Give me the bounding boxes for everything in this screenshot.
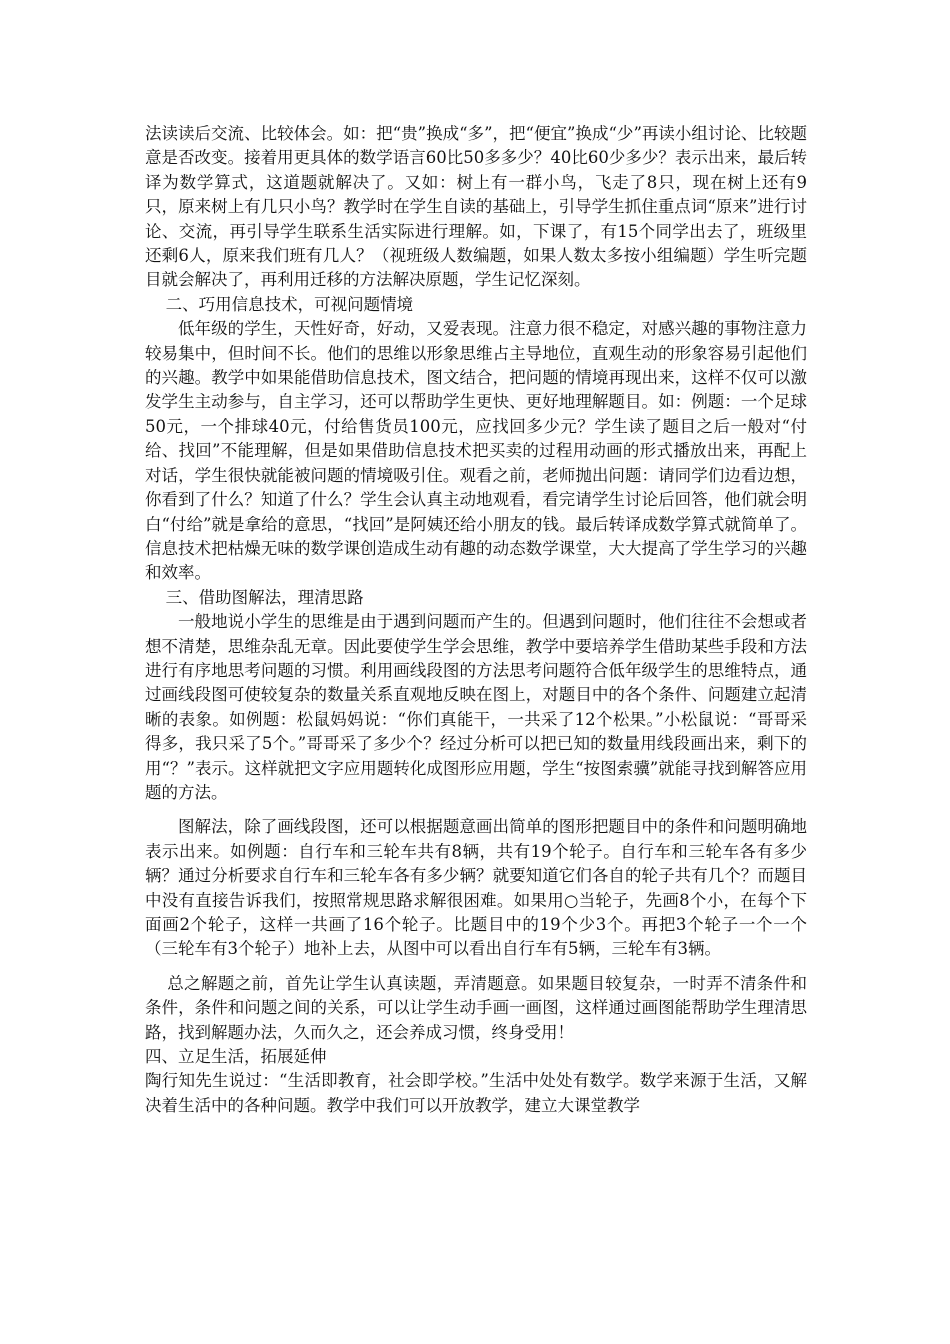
paragraph-daily-life: 陶行知先生说过：“生活即教育，社会即学校。”生活中处处有数学。数学来源于生活，又解决着生活中的各种问题。教学中我们可以开放教学，建立大课堂教学 xyxy=(145,1071,807,1115)
paragraph-picture-diagram: 图解法，除了画线段图，还可以根据题意画出简单的图形把题目中的条件和问题明确地表示出来。如例题：自行车和三轮车共有8辆，共有19个轮子。自行车和三轮车各有多少辆？通过分析要求自行车和三轮车各有多少辆？就要知道它们各自的轮子共有几个？而题目中没有直接告诉我们，按照常规思路求解很困难。如果用○当轮子，先画8个小，在每个下面画2个轮子，这样一共画了16个轮子。比题目中的19个少3个。再把3个轮子一个一个（三轮车有3个轮子）地补上去，从图中可以看出自行车有5辆，三轮车有3辆。 xyxy=(145,817,807,959)
document-page xyxy=(145,122,807,1118)
section-heading-daily-life: 四、立足生活，拓展延伸 xyxy=(145,1047,327,1067)
section-heading-information-technology: 二、巧用信息技术，可视问题情境 xyxy=(165,294,414,314)
paragraph-gap xyxy=(145,805,807,815)
paragraph-line-segment-diagram: 一般地说小学生的思维是由于遇到问题而产生的。但遇到问题时，他们往往不会想或者想不清楚，思维杂乱无章。因此要使学生学会思维，教学中要培养学生借助某些手段和方法进行有序地思考问题的习惯。利用画线段图的方法思考问题符合低年级学生的思维特点，通过画线段图可使较复杂的数量关系直观地反映在图上，对题目中的各个条件、问题建立起清晰的表象。如例题：松鼠妈妈说：“你们真能干，一共采了12个松果。”小松鼠说：“哥哥采得多，我只采了5个。”哥哥采了多少个？经过分析可以把已知的数量用线段画出来，剩下的用“？”表示。这样就把文字应用题转化成图形应用题，学生“按图索骥”就能寻找到解答应用题的方法。 xyxy=(145,612,807,802)
paragraph-word-problem-reading: 法读读后交流、比较体会。如：把“贵”换成“多”，把“便宜”换成“少”再读小组讨论、比较题意是否改变。接着用更具体的数学语言60比50多多少？40比60少多少？表示出来，最后转译为数学算式，这道题就解决了。又如：树上有一群小鸟，飞走了8只，现在树上还有9只，原来树上有几只小鸟？教学时在学生自读的基础上，引导学生抓住重点词“原来”进行讨论、交流，再引导学生联系生活实际进行理解。如，下课了，有15个同学出去了，班级里还剩6人，原来我们班有几人？（视班级人数编题，如果人数太多按小组编题）学生听完题目就会解决了，再利用迁移的方法解决原题，学生记忆深刻。 xyxy=(145,124,807,290)
paragraph-summary: 总之解题之前，首先让学生认真读题，弄清题意。如果题目较复杂，一时弄不清条件和条件，条件和问题之间的关系，可以让学生动手画一画图，这样通过画图能帮助学生理清思路，找到解题办法，久而久之，还会养成习惯，终身受用！ xyxy=(145,973,807,1042)
paragraph-gap xyxy=(145,962,807,972)
section-heading-diagram-method: 三、借助图解法，理清思路 xyxy=(165,587,364,607)
paragraph-information-technology: 低年级的学生，天性好奇，好动，又爱表现。注意力很不稳定，对感兴趣的事物注意力较易集中，但时间不长。他们的思维以形象思维占主导地位，直观生动的形象容易引起他们的兴趣。教学中如果能借助信息技术，图文结合，把问题的情境再现出来，这样不仅可以激发学生主动参与，自主学习，还可以帮助学生更快、更好地理解题目。如：例题：一个足球50元，一个排球40元，付给售货员100元，应找回多少元？学生读了题目之后一般对“付给、找回”不能理解，但是如果借助信息技术把买卖的过程用动画的形式播放出来，再配上对话，学生很快就能被问题的情境吸引住。观看之前，老师抛出问题：请同学们边看边想，你看到了什么？知道了什么？学生会认真主动地观看，看完请学生讨论后回答，他们就会明白“付给”就是拿给的意思，“找回”是阿姨还给小朋友的钱。最后转译成数学算式就简单了。信息技术把枯燥无味的数学课创造成生动有趣的动态数学课堂，大大提高了学生学习的兴趣和效率。 xyxy=(145,319,807,583)
